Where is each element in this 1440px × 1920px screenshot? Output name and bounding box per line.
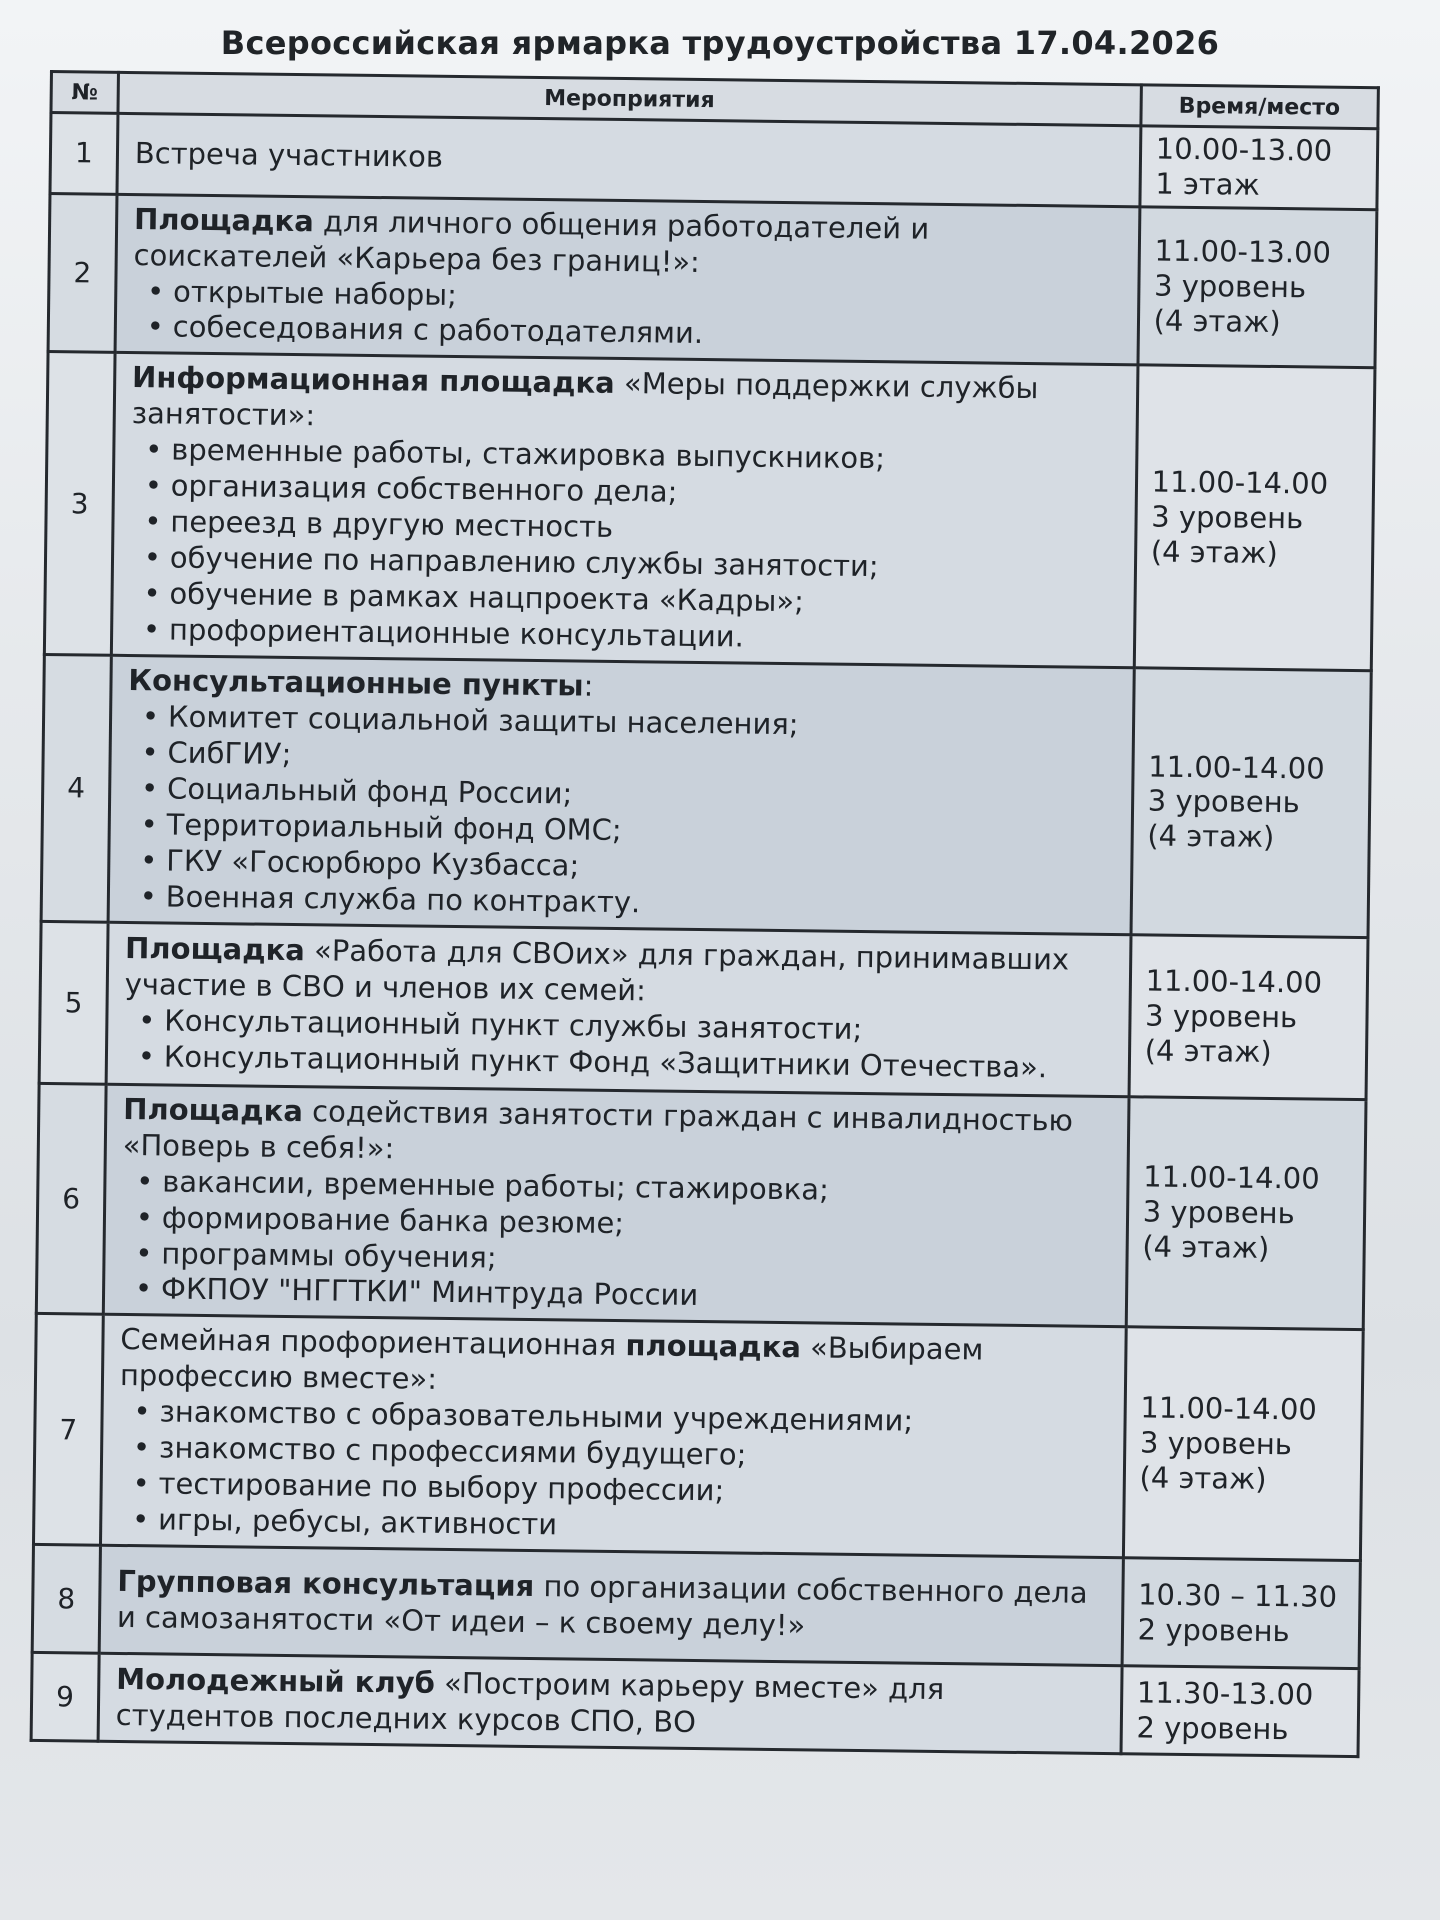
event-description — [133, 202, 1124, 286]
time-place-cell — [1140, 126, 1378, 209]
bullet-list — [124, 1003, 1115, 1087]
row-number: 5 — [39, 921, 108, 1084]
table-row — [33, 1314, 1363, 1561]
location-line: 2 уровень — [1136, 1710, 1289, 1746]
event-highlight: Групповая консультация — [117, 1563, 535, 1603]
location-line: 3 уровень — [1151, 499, 1304, 536]
location-line: 1 этаж — [1155, 166, 1260, 202]
time-place-cell — [1121, 1666, 1359, 1757]
event-cell — [98, 1653, 1122, 1753]
table-row — [39, 921, 1368, 1099]
time-range: 11.00-14.00 — [1142, 1159, 1320, 1196]
bullet-list — [126, 699, 1118, 927]
event-description — [116, 1662, 1107, 1746]
list-item: • СибГИУ; — [141, 735, 1117, 783]
event-text: Встреча участников — [134, 135, 444, 174]
event-text: для личного общения работодателей и соискателей «Карьера без границ!»: — [133, 203, 930, 279]
list-item: • обучение в рамках нацпроекта «Кадры»; — [143, 576, 1119, 624]
time-range: 11.30-13.00 — [1136, 1675, 1314, 1712]
location-line: (4 этаж) — [1147, 818, 1275, 855]
table-row — [44, 352, 1375, 671]
event-text: «Построим карьеру вместе» для студентов последних курсов СПО, ВО — [115, 1665, 945, 1739]
event-text: «Меры поддержки службы занятости»: — [131, 366, 1039, 433]
page-title: Всероссийская ярмарка трудоустройства 17.04.2026 — [220, 24, 1220, 62]
event-text: : — [583, 668, 594, 703]
list-item: • обучение по направлению службы занятости; — [144, 540, 1120, 588]
table-row — [48, 193, 1377, 368]
list-item: • ГКУ «Госюрбюро Кузбасса; — [140, 843, 1116, 891]
list-item: • игры, ребусы, активности — [132, 1502, 1108, 1550]
time-place-cell — [1138, 206, 1377, 368]
event-cell — [115, 194, 1140, 365]
row-number: 3 — [44, 352, 115, 655]
event-description — [123, 1092, 1114, 1176]
event-highlight: Площадка — [124, 931, 306, 968]
time-range: 10.00-13.00 — [1155, 131, 1333, 168]
list-item: • Консультационный пункт Фонд «Защитники Отечества». — [138, 1039, 1114, 1087]
list-item: • программы обучения; — [135, 1236, 1111, 1284]
list-item: • Комитет социальной защиты населения; — [142, 699, 1118, 747]
location-line: 3 уровень — [1147, 783, 1300, 820]
list-item: • Консультационный пункт службы занятости; — [138, 1003, 1114, 1051]
time-range: 11.00-14.00 — [1140, 1390, 1318, 1427]
location-line: 3 уровень — [1144, 998, 1298, 1035]
row-number: 1 — [50, 113, 118, 194]
location-line: (4 этаж) — [1144, 1033, 1272, 1069]
row-number: 8 — [32, 1545, 100, 1654]
event-cell — [111, 353, 1137, 668]
list-item: • тестирование по выбору профессии; — [132, 1466, 1108, 1514]
event-highlight: Информационная площадка — [131, 360, 615, 401]
event-text: «Работа для СВОих» для граждан, принимавших участие в СВО и членов их семей: — [124, 933, 1070, 1008]
event-cell — [100, 1315, 1125, 1558]
location-line: (4 этаж) — [1142, 1229, 1270, 1265]
schedule-rows — [31, 113, 1378, 1757]
event-highlight: Площадка — [122, 1091, 304, 1128]
bullet-list — [118, 1394, 1109, 1550]
schedule-table — [30, 70, 1380, 1758]
header-time-place: Время/место — [1141, 85, 1379, 129]
list-item: • Социальный фонд России; — [141, 771, 1117, 819]
table-row — [41, 655, 1371, 938]
time-place-cell — [1123, 1327, 1363, 1561]
location-line: (4 этаж) — [1150, 534, 1279, 570]
list-item: • организация собственного дела; — [145, 468, 1121, 516]
time-place-cell — [1131, 668, 1372, 938]
event-cell — [103, 1084, 1128, 1327]
time-place-cell — [1126, 1096, 1366, 1330]
event-description — [120, 1322, 1111, 1406]
event-description — [124, 931, 1115, 1015]
bullet-list — [133, 274, 1124, 358]
event-description — [117, 1564, 1108, 1648]
location-line: 3 уровень — [1153, 268, 1307, 305]
list-item: • формирование банка резюме; — [136, 1200, 1112, 1248]
list-item: • профориентационные консультации. — [143, 612, 1119, 660]
event-description — [131, 360, 1122, 444]
event-highlight: Консультационные пункты — [128, 663, 584, 703]
list-item: • Военная служба по контракту. — [140, 879, 1116, 927]
time-range: 11.00-14.00 — [1151, 464, 1329, 501]
table-row — [32, 1545, 1360, 1669]
time-place-cell — [1134, 365, 1375, 671]
event-highlight: Молодежный клуб — [116, 1661, 436, 1700]
time-range: 11.00-13.00 — [1154, 233, 1332, 270]
row-number: 9 — [31, 1653, 99, 1742]
event-text: содействия занятости граждан с инвалидностью «Поверь в себя!»: — [122, 1093, 1074, 1165]
bullet-list — [129, 432, 1121, 660]
row-number: 6 — [36, 1083, 106, 1315]
location-line: 3 уровень — [1142, 1194, 1295, 1231]
bullet-list — [121, 1164, 1112, 1320]
header-number: № — [51, 72, 118, 114]
event-text: «Выбираем профессию вместе»: — [119, 1330, 984, 1397]
table-row — [36, 1083, 1366, 1330]
list-item: • собеседования с работодателями. — [147, 310, 1123, 358]
time-place-cell — [1122, 1558, 1361, 1669]
list-item: • открытые наборы; — [147, 274, 1123, 322]
list-item: • временные работы, стажировка выпускников; — [145, 433, 1121, 481]
list-item: • вакансии, временные работы; стажировка; — [136, 1164, 1112, 1212]
event-highlight: площадка — [625, 1328, 802, 1365]
list-item: • ФКПОУ "НГГТКИ" Минтруда России — [135, 1272, 1111, 1320]
event-text: по организации собственного дела и самозанятости «От идеи – к своему делу!» — [116, 1568, 1088, 1642]
list-item: • знакомство с профессиями будущего; — [133, 1430, 1109, 1478]
row-number: 2 — [48, 193, 117, 353]
list-item: • переезд в другую местность — [144, 504, 1120, 552]
event-cell — [108, 655, 1134, 934]
time-place-cell — [1129, 934, 1368, 1099]
event-cell — [106, 922, 1131, 1096]
location-line: 3 уровень — [1139, 1425, 1293, 1462]
location-line: (4 этаж) — [1153, 303, 1281, 339]
event-cell — [117, 113, 1141, 206]
row-number: 4 — [41, 655, 111, 922]
row-number: 7 — [33, 1314, 103, 1546]
time-range: 10.30 – 11.30 — [1137, 1577, 1338, 1614]
event-cell — [99, 1545, 1123, 1665]
list-item: • Территориальный фонд ОМС; — [140, 807, 1116, 855]
location-line: (4 этаж) — [1139, 1460, 1267, 1496]
list-item: • знакомство с образовательными учреждениями; — [133, 1394, 1109, 1442]
event-highlight: Площадка — [133, 201, 315, 238]
time-range: 11.00-14.00 — [1145, 963, 1323, 1000]
location-line: 2 уровень — [1137, 1612, 1290, 1648]
header-events: Мероприятия — [118, 72, 1141, 125]
event-prefix: Семейная профориентационная — [120, 1322, 626, 1363]
table-row — [31, 1653, 1359, 1757]
event-description — [135, 136, 1125, 184]
time-range: 11.00-14.00 — [1147, 749, 1325, 786]
